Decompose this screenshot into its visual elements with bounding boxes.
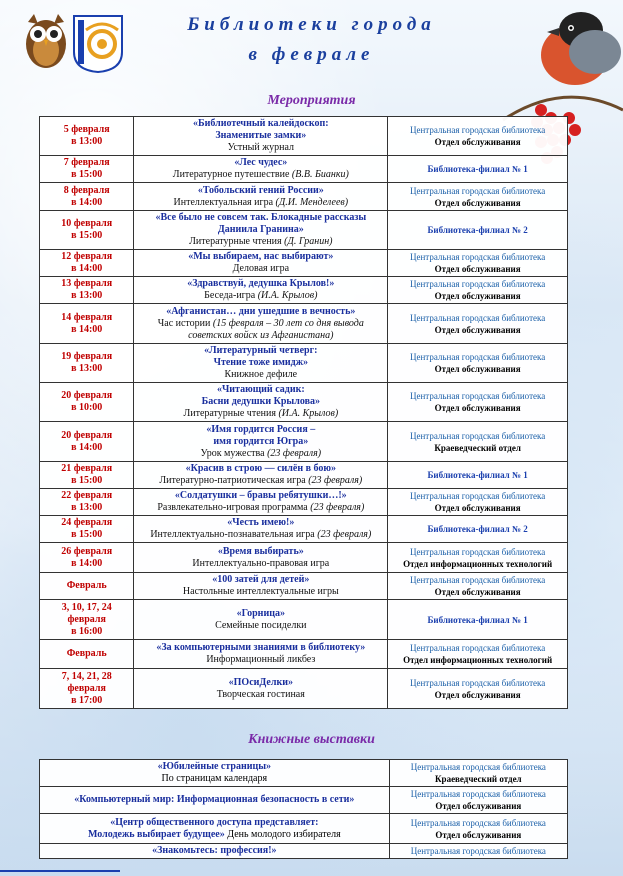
event-date-line: в 14:00 bbox=[71, 196, 103, 208]
event-type bbox=[136, 689, 385, 701]
event-date-line: 3, 10, 17, 24 bbox=[61, 601, 112, 613]
event-date bbox=[40, 462, 134, 489]
event-place-library: Центральная городская библиотека bbox=[410, 643, 546, 653]
event-date-line: 7 февраля bbox=[63, 157, 110, 168]
event-place bbox=[388, 344, 568, 383]
event-date bbox=[40, 117, 134, 156]
event-date bbox=[40, 183, 134, 211]
event-note: (И.А. Крылов) bbox=[278, 408, 339, 419]
event-place-department: Отдел обслуживания bbox=[434, 364, 521, 374]
event-type bbox=[136, 475, 385, 487]
event-place bbox=[388, 156, 568, 183]
event-description bbox=[134, 250, 388, 277]
event-date-line: 26 февраля bbox=[61, 545, 113, 557]
event-place bbox=[388, 117, 568, 156]
event-title: «Солдатушки – бравы ребятушки…!» bbox=[174, 490, 347, 501]
exhibition-subtitle: По страницам календаря bbox=[161, 773, 268, 784]
event-type-label: Развлекательно-игровая программа bbox=[157, 502, 308, 513]
exhibition-place bbox=[389, 787, 567, 814]
event-place-department: Отдел обслуживания bbox=[434, 503, 521, 513]
event-note: (И.А. Крылов) bbox=[257, 290, 318, 301]
event-place bbox=[388, 277, 568, 304]
event-type-label: Литературное путешествие bbox=[172, 169, 290, 180]
table-row bbox=[40, 640, 568, 669]
event-title: «Лес чудес» bbox=[234, 157, 288, 168]
event-place-department: Библиотека-филиал № 1 bbox=[427, 164, 528, 174]
event-date-line: в 17:00 bbox=[71, 694, 103, 706]
event-description bbox=[134, 211, 388, 250]
event-date bbox=[40, 543, 134, 573]
event-place bbox=[388, 250, 568, 277]
event-place bbox=[388, 422, 568, 462]
event-title: «Здравствуй, дедушка Крылов!» bbox=[187, 278, 335, 289]
exhibition-place-department: Отдел обслуживания bbox=[435, 829, 522, 840]
event-place bbox=[388, 489, 568, 516]
event-description bbox=[134, 600, 388, 640]
event-type-label: Интеллектуально-правовая игра bbox=[192, 557, 330, 569]
event-date bbox=[40, 516, 134, 543]
event-place-department: Отдел информационных технологий bbox=[403, 558, 553, 569]
event-date-line: в 14:00 bbox=[71, 323, 103, 335]
event-place bbox=[388, 383, 568, 422]
exhibition-place-library: Центральная городская библиотека bbox=[410, 789, 546, 799]
event-type-label: Интеллектуальная игра bbox=[173, 196, 274, 208]
event-type bbox=[136, 290, 385, 302]
event-description bbox=[134, 573, 388, 600]
event-type bbox=[136, 448, 385, 460]
event-place-department: Библиотека-филиал № 2 bbox=[427, 524, 528, 534]
event-date-line: Февраль bbox=[66, 580, 107, 591]
table-row bbox=[40, 211, 568, 250]
table-row bbox=[40, 543, 568, 573]
exhibition-place-library: Центральная городская библиотека bbox=[410, 762, 546, 772]
event-date-line: в 14:00 bbox=[71, 263, 103, 274]
event-date-line: 13 февраля bbox=[61, 278, 113, 289]
events-section-title: Мероприятия bbox=[267, 93, 356, 108]
exhibition-description bbox=[40, 844, 390, 859]
event-date-line: в 10:00 bbox=[71, 402, 103, 413]
event-place-department: Отдел обслуживания bbox=[434, 324, 521, 335]
table-row bbox=[40, 156, 568, 183]
event-title: «ПОсиДелки» bbox=[228, 676, 293, 688]
event-note: (15 февраля – 30 лет со дня вывода советских войск из Афганистана) bbox=[188, 317, 364, 341]
event-description bbox=[134, 183, 388, 211]
event-type bbox=[136, 558, 385, 570]
table-row bbox=[40, 814, 568, 844]
event-type bbox=[136, 502, 385, 514]
event-date bbox=[40, 250, 134, 277]
event-place bbox=[388, 543, 568, 573]
event-title: «Читающий садик: bbox=[216, 384, 305, 395]
event-description bbox=[134, 156, 388, 183]
exhibition-place bbox=[389, 760, 567, 787]
exhibition-place-library: Центральная городская библиотека bbox=[410, 817, 546, 828]
event-place-department: Отдел обслуживания bbox=[434, 587, 521, 597]
event-date bbox=[40, 669, 134, 709]
page-title: Библиотеки города bbox=[187, 14, 436, 35]
event-place bbox=[388, 516, 568, 543]
event-place bbox=[388, 640, 568, 669]
event-date-line: в 15:00 bbox=[71, 230, 103, 241]
event-description bbox=[134, 117, 388, 156]
page-subtitle: в феврале bbox=[248, 44, 375, 65]
event-place-department: Отдел обслуживания bbox=[434, 264, 521, 274]
event-place bbox=[388, 600, 568, 640]
event-title: «Все было не совсем так. Блокадные рассказы bbox=[155, 212, 367, 223]
event-date-line: 12 февраля bbox=[61, 251, 113, 262]
event-place-library: Центральная городская библиотека bbox=[410, 352, 546, 362]
event-title: «Тобольский гений России» bbox=[197, 184, 324, 196]
exhibition-subtitle bbox=[42, 829, 387, 841]
event-date-line: в 13:00 bbox=[71, 136, 103, 147]
event-place-department: Отдел обслуживания bbox=[434, 403, 521, 413]
event-title: «Мы выбираем, нас выбирают» bbox=[188, 251, 334, 262]
event-description bbox=[134, 462, 388, 489]
event-title: Басни дедушки Крылова» bbox=[201, 396, 320, 407]
event-title: Знаменитые замки» bbox=[215, 130, 307, 141]
event-type-label: Литературные чтения bbox=[189, 236, 282, 247]
event-note: (23 февраля) bbox=[308, 475, 363, 486]
event-date-line: в 15:00 bbox=[71, 529, 103, 540]
event-title: «Красив в строю — силён в бою» bbox=[185, 463, 337, 474]
table-row bbox=[40, 669, 568, 709]
event-note: (Д.И. Менделеев) bbox=[275, 196, 349, 208]
event-title: «Время выбирать» bbox=[217, 545, 304, 557]
event-type-label: Деловая игра bbox=[232, 263, 290, 274]
event-description bbox=[134, 304, 388, 344]
event-note: (23 февраля) bbox=[317, 529, 372, 540]
event-date-line: 7, 14, 21, 28 bbox=[61, 670, 112, 682]
exhibition-title: «Центр общественного доступа представляет: bbox=[110, 816, 319, 828]
event-title: «Литературный четверг: bbox=[204, 345, 318, 356]
event-type-label: Семейные посиделки bbox=[215, 619, 307, 631]
event-title: «За компьютерными знаниями в библиотеку» bbox=[156, 642, 366, 653]
event-type-label: Литературно-патриотическая игра bbox=[159, 475, 306, 486]
event-date bbox=[40, 573, 134, 600]
event-date-line: 19 февраля bbox=[61, 351, 113, 362]
event-place-department: Отдел информационных технологий bbox=[403, 655, 553, 665]
event-title: имя гордится Югра» bbox=[213, 435, 309, 447]
event-title: Чтение тоже имидж» bbox=[213, 357, 308, 368]
event-place bbox=[388, 211, 568, 250]
event-place-library: Центральная городская библиотека bbox=[410, 125, 546, 135]
table-row bbox=[40, 787, 568, 814]
event-date bbox=[40, 422, 134, 462]
event-place-library: Центральная городская библиотека bbox=[410, 430, 546, 441]
event-date bbox=[40, 600, 134, 640]
event-note: (23 февраля) bbox=[310, 502, 365, 513]
event-date-line: в 15:00 bbox=[71, 169, 103, 180]
event-place-library: Центральная городская библиотека bbox=[410, 575, 546, 585]
event-note: (23 февраля) bbox=[267, 447, 322, 459]
event-type bbox=[136, 236, 385, 248]
table-row bbox=[40, 462, 568, 489]
event-type-label: Информационный ликбез bbox=[206, 654, 316, 665]
event-date-line: в 13:00 bbox=[71, 502, 103, 513]
table-row bbox=[40, 844, 568, 859]
exhibition-description bbox=[40, 760, 390, 787]
event-type bbox=[136, 654, 385, 666]
event-date bbox=[40, 304, 134, 344]
event-place-library: Центральная городская библиотека bbox=[410, 185, 546, 196]
exhibition-description bbox=[40, 787, 390, 814]
event-place-department: Отдел обслуживания bbox=[434, 137, 521, 147]
event-place-library: Центральная городская библиотека bbox=[410, 252, 546, 262]
event-type-label: Творческая гостиная bbox=[216, 688, 305, 700]
event-date-line: 10 февраля bbox=[61, 218, 113, 229]
event-title: «Афганистан… дни ушедшие в вечность» bbox=[166, 305, 356, 317]
event-title: «Библиотечный калейдоскоп: bbox=[192, 118, 329, 129]
event-description bbox=[134, 383, 388, 422]
table-row bbox=[40, 489, 568, 516]
event-place-department: Библиотека-филиал № 1 bbox=[427, 614, 528, 625]
event-date-line: 20 февраля bbox=[61, 429, 113, 441]
event-place-department: Библиотека-филиал № 1 bbox=[427, 470, 528, 480]
events-table bbox=[39, 116, 568, 709]
table-row bbox=[40, 760, 568, 787]
event-date-line: в 14:00 bbox=[71, 441, 103, 453]
event-type-label: Беседа-игра bbox=[204, 290, 256, 301]
exhibition-place-library: Центральная городская библиотека bbox=[410, 846, 546, 856]
event-place-library: Центральная городская библиотека bbox=[410, 312, 546, 323]
event-date-line: в 13:00 bbox=[71, 290, 103, 301]
event-type-label: Литературные чтения bbox=[183, 408, 276, 419]
event-description bbox=[134, 640, 388, 669]
event-place bbox=[388, 183, 568, 211]
event-place-department: Отдел обслуживания bbox=[434, 689, 521, 700]
exhibition-place bbox=[389, 814, 567, 844]
event-date-line: 8 февраля bbox=[63, 184, 110, 196]
event-place-department: Отдел обслуживания bbox=[434, 291, 521, 301]
exhibitions-section-title: Книжные выставки bbox=[248, 732, 375, 747]
event-type-label: Книжное дефиле bbox=[224, 369, 298, 380]
event-type-label: Час истории bbox=[157, 317, 211, 329]
event-place-department: Отдел обслуживания bbox=[434, 197, 521, 208]
event-type bbox=[136, 529, 385, 541]
event-description bbox=[134, 669, 388, 709]
event-description bbox=[134, 277, 388, 304]
event-date bbox=[40, 489, 134, 516]
event-type-label: Урок мужества bbox=[200, 447, 265, 459]
event-date bbox=[40, 640, 134, 669]
exhibition-place bbox=[389, 844, 567, 859]
event-date-line: 22 февраля bbox=[61, 490, 113, 501]
event-place-department: Краеведческий отдел bbox=[434, 442, 521, 453]
table-row bbox=[40, 422, 568, 462]
exhibition-place-department: Отдел обслуживания bbox=[435, 801, 522, 811]
event-type bbox=[136, 142, 385, 154]
event-type bbox=[136, 197, 385, 209]
event-description bbox=[134, 422, 388, 462]
event-date-line: 5 февраля bbox=[63, 124, 110, 135]
event-place bbox=[388, 462, 568, 489]
event-place-library: Центральная городская библиотека bbox=[410, 491, 546, 501]
event-date-line: февраля bbox=[67, 682, 106, 694]
table-row bbox=[40, 344, 568, 383]
event-type bbox=[136, 318, 385, 342]
event-type bbox=[136, 408, 385, 420]
event-date-line: Февраль bbox=[66, 648, 107, 659]
event-type bbox=[136, 620, 385, 632]
event-type-label: Устный журнал bbox=[227, 142, 294, 153]
table-row bbox=[40, 277, 568, 304]
table-row bbox=[40, 600, 568, 640]
event-title: Даниила Гранина» bbox=[217, 224, 304, 235]
exhibition-title: «Юбилейные страницы» bbox=[157, 761, 272, 772]
event-date bbox=[40, 277, 134, 304]
table-row bbox=[40, 573, 568, 600]
event-title: «Горница» bbox=[236, 607, 285, 619]
event-title: «100 затей для детей» bbox=[212, 574, 310, 585]
event-note: (В.В. Бианки) bbox=[291, 169, 349, 180]
event-type bbox=[136, 369, 385, 381]
event-type bbox=[136, 586, 385, 598]
event-place-library: Центральная городская библиотека bbox=[410, 677, 546, 688]
event-description bbox=[134, 344, 388, 383]
event-title: «Честь имею!» bbox=[227, 517, 295, 528]
table-row bbox=[40, 250, 568, 277]
table-row bbox=[40, 304, 568, 344]
event-date-line: 24 февраля bbox=[61, 517, 113, 528]
footer-divider bbox=[0, 870, 120, 872]
event-description bbox=[134, 516, 388, 543]
event-description bbox=[134, 489, 388, 516]
event-date bbox=[40, 383, 134, 422]
exhibition-title: «Компьютерный мир: Информационная безопасность в сети» bbox=[74, 794, 355, 805]
event-date bbox=[40, 211, 134, 250]
event-date-line: 20 февраля bbox=[61, 390, 113, 401]
event-place-department: Библиотека-филиал № 2 bbox=[427, 225, 528, 235]
event-place bbox=[388, 573, 568, 600]
table-row bbox=[40, 117, 568, 156]
event-date-line: в 13:00 bbox=[71, 363, 103, 374]
event-note: (Д. Гранин) bbox=[284, 236, 333, 247]
event-date-line: февраля bbox=[67, 613, 106, 625]
exhibitions-table bbox=[39, 759, 568, 859]
event-date-line: в 16:00 bbox=[71, 625, 103, 637]
event-date-line: 21 февраля bbox=[61, 463, 113, 474]
event-place-library: Центральная городская библиотека bbox=[410, 391, 546, 401]
event-date-line: 14 февраля bbox=[61, 311, 113, 323]
event-place-library: Центральная городская библиотека bbox=[410, 546, 546, 557]
event-place bbox=[388, 304, 568, 344]
event-date-line: в 15:00 bbox=[71, 475, 103, 486]
event-type bbox=[136, 169, 385, 181]
event-date bbox=[40, 344, 134, 383]
exhibition-title: «Знакомьтесь: профессия!» bbox=[152, 845, 277, 856]
exhibition-extra: День молодого избирателя bbox=[227, 828, 341, 840]
event-type-label: Интеллектуально-познавательная игра bbox=[150, 529, 315, 540]
table-row bbox=[40, 183, 568, 211]
event-description bbox=[134, 543, 388, 573]
event-type bbox=[136, 263, 385, 275]
event-date-line: в 14:00 bbox=[71, 557, 103, 569]
event-date bbox=[40, 156, 134, 183]
event-place-library: Центральная городская библиотека bbox=[410, 279, 546, 289]
table-row bbox=[40, 383, 568, 422]
event-type-label: Настольные интеллектуальные игры bbox=[182, 586, 339, 597]
event-place bbox=[388, 669, 568, 709]
exhibition-title-line2: Молодежь выбирает будущее» bbox=[87, 828, 225, 840]
table-row bbox=[40, 516, 568, 543]
exhibition-place-department: Краеведческий отдел bbox=[435, 774, 522, 784]
exhibition-description bbox=[40, 814, 390, 844]
event-title: «Имя гордится Россия – bbox=[206, 423, 316, 435]
